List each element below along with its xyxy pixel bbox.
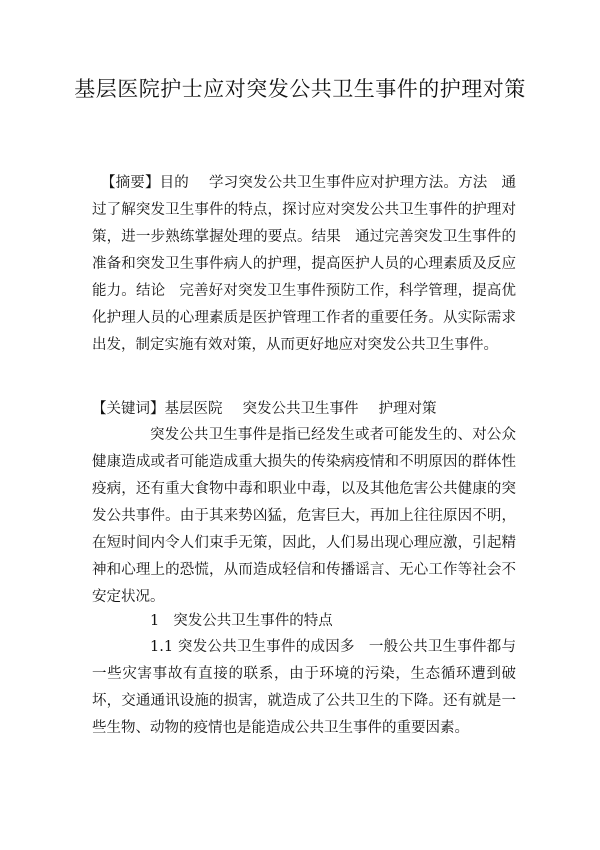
keyword-item: 基层医院 — [164, 401, 223, 417]
subsection-paragraph — [92, 634, 516, 742]
result-text: 通过完善突发卫生事件的准备和突发卫生事件病人的护理，提高医护人员的心理素质及反应能力。 — [92, 229, 517, 299]
subsection-number: 1.1 — [150, 639, 174, 655]
purpose-label: 目的 — [159, 175, 189, 191]
conclusion-label: 结论 — [135, 283, 166, 299]
abstract-label: 【摘要】 — [101, 175, 160, 191]
section-heading — [92, 608, 516, 635]
keywords — [92, 396, 516, 423]
result-label: 结果 — [311, 229, 341, 245]
subsection-text: 一般公共卫生事件都与一些灾害事故有直接的联系，由于环境的污染，生态循环遭到破坏，交通通讯设施的损害，就造成了公共卫生的下降。还有就是一些生物、动物的疫情也是能造成公共卫生事件的重要因素。 — [92, 639, 517, 736]
document-title: 基层医院护士应对突发公共卫生事件的护理对策 — [74, 77, 526, 101]
keyword-item: 突发公共卫生事件 — [242, 401, 359, 417]
intro-paragraph: 突发公共卫生事件是指已经发生或者可能发生的、对公众健康造成或者可能造成重大损失的传染病疫情和不明原因的群体性疫病，还有重大食物中毒和职业中毒，以及其他危害公共健康的突发公共事件。由于其来势凶猛，危害巨大，再加上往往原因不明，在短时间内令人们束手无策，因此，人们易出现心理应激，引起精神和心理上的恐慌，从而造成轻信和传播谣言、无心工作等社会不安定状况。 — [92, 427, 516, 605]
keyword-item: 护理对策 — [378, 401, 437, 417]
section-title: 突发公共卫生事件的特点 — [173, 613, 333, 629]
conclusion-text: 完善好对突发卫生事件预防工作，科学管理，提高优化护理人员的心理素质是医护管理工作者的重要任务。从实际需求出发，制定实施有效对策，从而更好地应对突发公共卫生事件。 — [92, 283, 517, 353]
abstract — [92, 170, 516, 359]
method-label: 方法 — [458, 175, 488, 191]
section-number: 1 — [150, 613, 160, 629]
method-text: 通过了解突发卫生事件的特点，探讨应对突发公共卫生事件的护理对策，进一步熟练掌握处理的要点。 — [92, 175, 517, 245]
keywords-label: 【关键词】 — [92, 401, 165, 417]
purpose-text: 学习突发公共卫生事件应对护理方法。 — [208, 175, 459, 191]
subsection-title: 突发公共卫生事件的成因多 — [177, 639, 355, 655]
